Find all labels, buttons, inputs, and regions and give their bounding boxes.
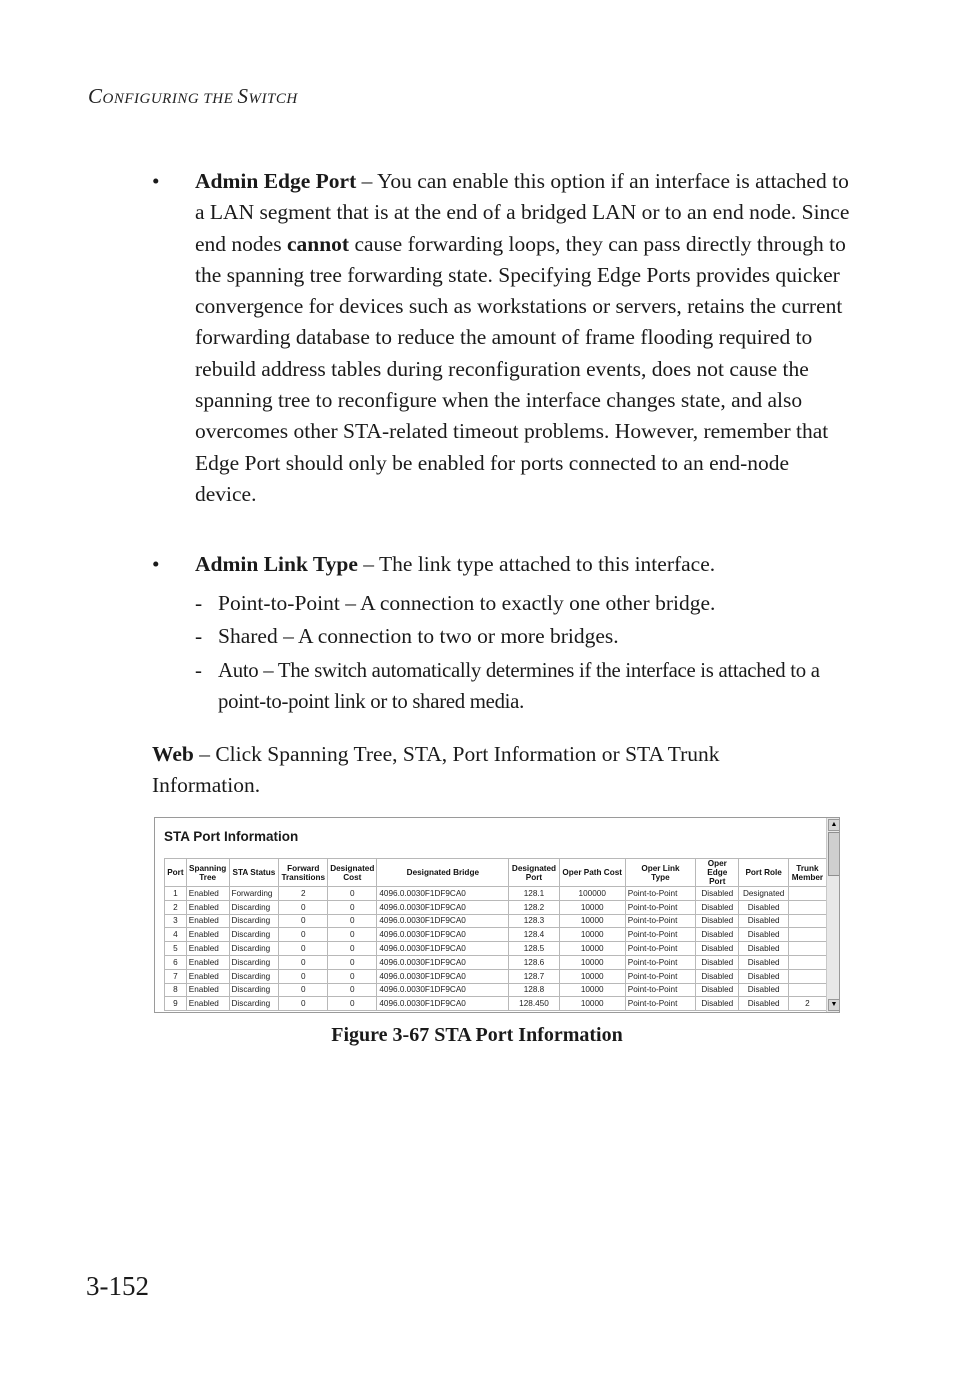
table-cell: Enabled <box>186 942 229 956</box>
column-header: Trunk Member <box>788 859 826 887</box>
table-cell: Point-to-Point <box>625 900 695 914</box>
table-cell <box>788 942 826 956</box>
scroll-down-icon[interactable]: ▼ <box>828 999 840 1011</box>
table-cell: 0 <box>328 955 377 969</box>
column-header: Oper Link Type <box>625 859 695 887</box>
table-cell: 0 <box>279 983 328 997</box>
table-cell: 128.8 <box>509 983 559 997</box>
bullet-emphasis: cannot <box>286 231 350 256</box>
column-header: STA Status <box>229 859 279 887</box>
table-cell: Point-to-Point <box>625 969 695 983</box>
table-cell: Disabled <box>739 942 788 956</box>
table-cell: 4096.0.0030F1DF9CA0 <box>377 900 509 914</box>
table-cell: 0 <box>328 900 377 914</box>
table-cell: 0 <box>279 955 328 969</box>
table-cell: Enabled <box>186 983 229 997</box>
table-cell: Discarding <box>229 928 279 942</box>
sub-text: Auto – The switch automatically determines if the interface is attached to a point-to-point link or to shared media. <box>218 659 820 714</box>
column-header: Oper Path Cost <box>559 859 625 887</box>
bullet-marker: • <box>152 552 160 576</box>
table-cell: 4 <box>165 928 187 942</box>
table-cell: 9 <box>165 997 187 1011</box>
table-cell: 4096.0.0030F1DF9CA0 <box>377 942 509 956</box>
table-cell: 3 <box>165 914 187 928</box>
table-cell: Disabled <box>696 900 739 914</box>
column-header: Oper Edge Port <box>696 859 739 887</box>
sub-marker: - <box>195 591 203 615</box>
table-cell: 5 <box>165 942 187 956</box>
table-cell: 128.1 <box>509 887 559 901</box>
table-cell: 4096.0.0030F1DF9CA0 <box>377 969 509 983</box>
table-row <box>165 983 827 997</box>
table-cell: Designated <box>739 887 788 901</box>
bullet-content <box>195 549 852 580</box>
table-cell: Enabled <box>186 887 229 901</box>
table-cell: 0 <box>328 969 377 983</box>
table-cell: Enabled <box>186 914 229 928</box>
table-cell: Enabled <box>186 928 229 942</box>
table-cell: 128.4 <box>509 928 559 942</box>
table-cell: Disabled <box>696 928 739 942</box>
table-cell: Disabled <box>696 914 739 928</box>
table-cell: Enabled <box>186 955 229 969</box>
table-cell: 128.3 <box>509 914 559 928</box>
table-cell: Discarding <box>229 983 279 997</box>
table-cell: 4096.0.0030F1DF9CA0 <box>377 983 509 997</box>
table-cell: 0 <box>328 887 377 901</box>
page-number: 3-152 <box>86 1271 149 1301</box>
table-cell: 10000 <box>559 914 625 928</box>
table-row <box>165 942 827 956</box>
web-term: Web <box>152 742 194 766</box>
table-cell: Discarding <box>229 914 279 928</box>
header-initial-s: S <box>237 84 249 108</box>
table-cell: 4096.0.0030F1DF9CA0 <box>377 997 509 1011</box>
table-header-row <box>165 859 827 887</box>
table-cell: Forwarding <box>229 887 279 901</box>
figure-caption: Figure 3-67 STA Port Information <box>331 1024 623 1046</box>
bullet-admin-edge-port <box>152 166 852 510</box>
table-cell: Disabled <box>696 969 739 983</box>
table-body <box>165 887 827 1011</box>
table-cell: 2 <box>279 887 328 901</box>
table-cell <box>788 983 826 997</box>
table-cell: Disabled <box>739 928 788 942</box>
table-cell: 0 <box>328 928 377 942</box>
table-cell: 0 <box>328 914 377 928</box>
table-cell: 4096.0.0030F1DF9CA0 <box>377 887 509 901</box>
table-cell: Disabled <box>696 887 739 901</box>
table-row <box>165 955 827 969</box>
sub-marker: - <box>195 659 202 682</box>
table-cell: 0 <box>279 928 328 942</box>
sub-item-point-to-point <box>195 588 855 619</box>
sub-marker: - <box>195 624 203 648</box>
table-cell: Disabled <box>739 900 788 914</box>
table-cell: Point-to-Point <box>625 997 695 1011</box>
table-cell <box>788 955 826 969</box>
table-cell: Enabled <box>186 969 229 983</box>
table-cell: Point-to-Point <box>625 942 695 956</box>
bullet-content <box>195 166 852 510</box>
table-cell: 4096.0.0030F1DF9CA0 <box>377 955 509 969</box>
column-header: Spanning Tree <box>186 859 229 887</box>
column-header: Port <box>165 859 187 887</box>
sta-port-table <box>164 858 827 1011</box>
screenshot-content <box>155 818 827 1012</box>
table-cell: 2 <box>788 997 826 1011</box>
screenshot-title: STA Port Information <box>164 829 299 844</box>
column-header: Port Role <box>739 859 788 887</box>
table-cell <box>788 887 826 901</box>
table-cell: 10000 <box>559 983 625 997</box>
bullet-text: – The link type attached to this interface. <box>357 552 716 576</box>
table-cell: Enabled <box>186 900 229 914</box>
table-cell: Point-to-Point <box>625 928 695 942</box>
table-cell: Point-to-Point <box>625 955 695 969</box>
header-initial-c: C <box>88 84 103 108</box>
table-cell: 0 <box>328 997 377 1011</box>
bullet-admin-link-type <box>152 549 852 580</box>
table-cell: Disabled <box>739 955 788 969</box>
table-cell: 10000 <box>559 969 625 983</box>
table-cell: 128.450 <box>509 997 559 1011</box>
sub-text: Point-to-Point – A connection to exactly one other bridge. <box>218 591 716 615</box>
table-cell: Disabled <box>696 942 739 956</box>
sub-text: Shared – A connection to two or more bridges. <box>218 624 619 648</box>
header-rest-1: ONFIGURING THE <box>102 91 238 107</box>
scroll-thumb[interactable] <box>828 832 840 876</box>
table-cell: 128.5 <box>509 942 559 956</box>
header-rest-2: WITCH <box>248 91 298 107</box>
running-header <box>88 84 298 109</box>
table-cell: 10000 <box>559 928 625 942</box>
table-cell: 2 <box>165 900 187 914</box>
table-cell: 10000 <box>559 942 625 956</box>
sta-port-information-screenshot <box>154 817 840 1013</box>
table-cell: 0 <box>328 942 377 956</box>
table-cell: Disabled <box>739 997 788 1011</box>
table-cell: 6 <box>165 955 187 969</box>
table-row <box>165 900 827 914</box>
sub-item-auto <box>195 655 855 718</box>
table-cell: Point-to-Point <box>625 983 695 997</box>
table-cell: Enabled <box>186 997 229 1011</box>
table-cell <box>788 900 826 914</box>
table-cell: 100000 <box>559 887 625 901</box>
table-cell: 4096.0.0030F1DF9CA0 <box>377 928 509 942</box>
bullet-term: Admin Edge Port <box>195 169 357 193</box>
column-header: Forward Transitions <box>279 859 328 887</box>
bullet-term: Admin Link Type <box>195 552 358 576</box>
table-cell: 0 <box>279 900 328 914</box>
web-instruction <box>152 739 812 802</box>
table-cell: 0 <box>279 942 328 956</box>
table-cell: Point-to-Point <box>625 914 695 928</box>
table-row <box>165 969 827 983</box>
bullet-text-continued: cause forwarding loops, they can pass directly through to the spanning tree forwarding state. Specifying Edge Ports provides quicker convergence for devices such as workstations or servers, retains the current forwarding database to reduce the amount of frame flooding required to rebuild address tables during reconfiguration events, does not cause the spanning tree to reconfigure when the interface changes state, and also overcomes other STA-related timeout problems. However, remember that Edge Port should only be enabled for ports connected to an end-node device. <box>195 231 846 506</box>
table-row <box>165 914 827 928</box>
table-row <box>165 928 827 942</box>
web-text: – Click Spanning Tree, STA, Port Information or STA Trunk Information. <box>152 742 720 798</box>
table-row <box>165 887 827 901</box>
table-cell: 0 <box>279 914 328 928</box>
table-row <box>165 997 827 1011</box>
table-cell: 10000 <box>559 997 625 1011</box>
table-cell: Discarding <box>229 955 279 969</box>
table-cell <box>788 914 826 928</box>
table-cell: Discarding <box>229 900 279 914</box>
table-cell: 0 <box>328 983 377 997</box>
table-cell: Discarding <box>229 969 279 983</box>
bullet-marker: • <box>152 169 160 193</box>
column-header: Designated Bridge <box>377 859 509 887</box>
table-cell: 7 <box>165 969 187 983</box>
table-cell: Disabled <box>739 969 788 983</box>
table-cell: 8 <box>165 983 187 997</box>
table-cell: 4096.0.0030F1DF9CA0 <box>377 914 509 928</box>
column-header: Designated Port <box>509 859 559 887</box>
table-cell: 10000 <box>559 955 625 969</box>
table-cell: Disabled <box>739 914 788 928</box>
table-cell: 0 <box>279 997 328 1011</box>
table-cell: 10000 <box>559 900 625 914</box>
table-cell: Disabled <box>696 997 739 1011</box>
table-cell: 0 <box>279 969 328 983</box>
scroll-up-icon[interactable]: ▲ <box>828 819 840 831</box>
table-cell: 128.7 <box>509 969 559 983</box>
table-cell <box>788 969 826 983</box>
column-header: Designated Cost <box>328 859 377 887</box>
table-cell: Discarding <box>229 997 279 1011</box>
table-cell: 1 <box>165 887 187 901</box>
table-cell: Disabled <box>696 983 739 997</box>
table-cell <box>788 928 826 942</box>
table-cell: Disabled <box>739 983 788 997</box>
table-cell: Point-to-Point <box>625 887 695 901</box>
table-cell: 128.2 <box>509 900 559 914</box>
table-cell: 128.6 <box>509 955 559 969</box>
bullet-text: – You can enable this option if an interface is attached to a LAN segment that is at the end of a bridged LAN or to an end node. Since end nodes <box>195 169 850 256</box>
table-cell: Disabled <box>696 955 739 969</box>
vertical-scrollbar[interactable] <box>826 818 839 1012</box>
table-cell: Discarding <box>229 942 279 956</box>
sub-item-shared <box>195 621 855 652</box>
